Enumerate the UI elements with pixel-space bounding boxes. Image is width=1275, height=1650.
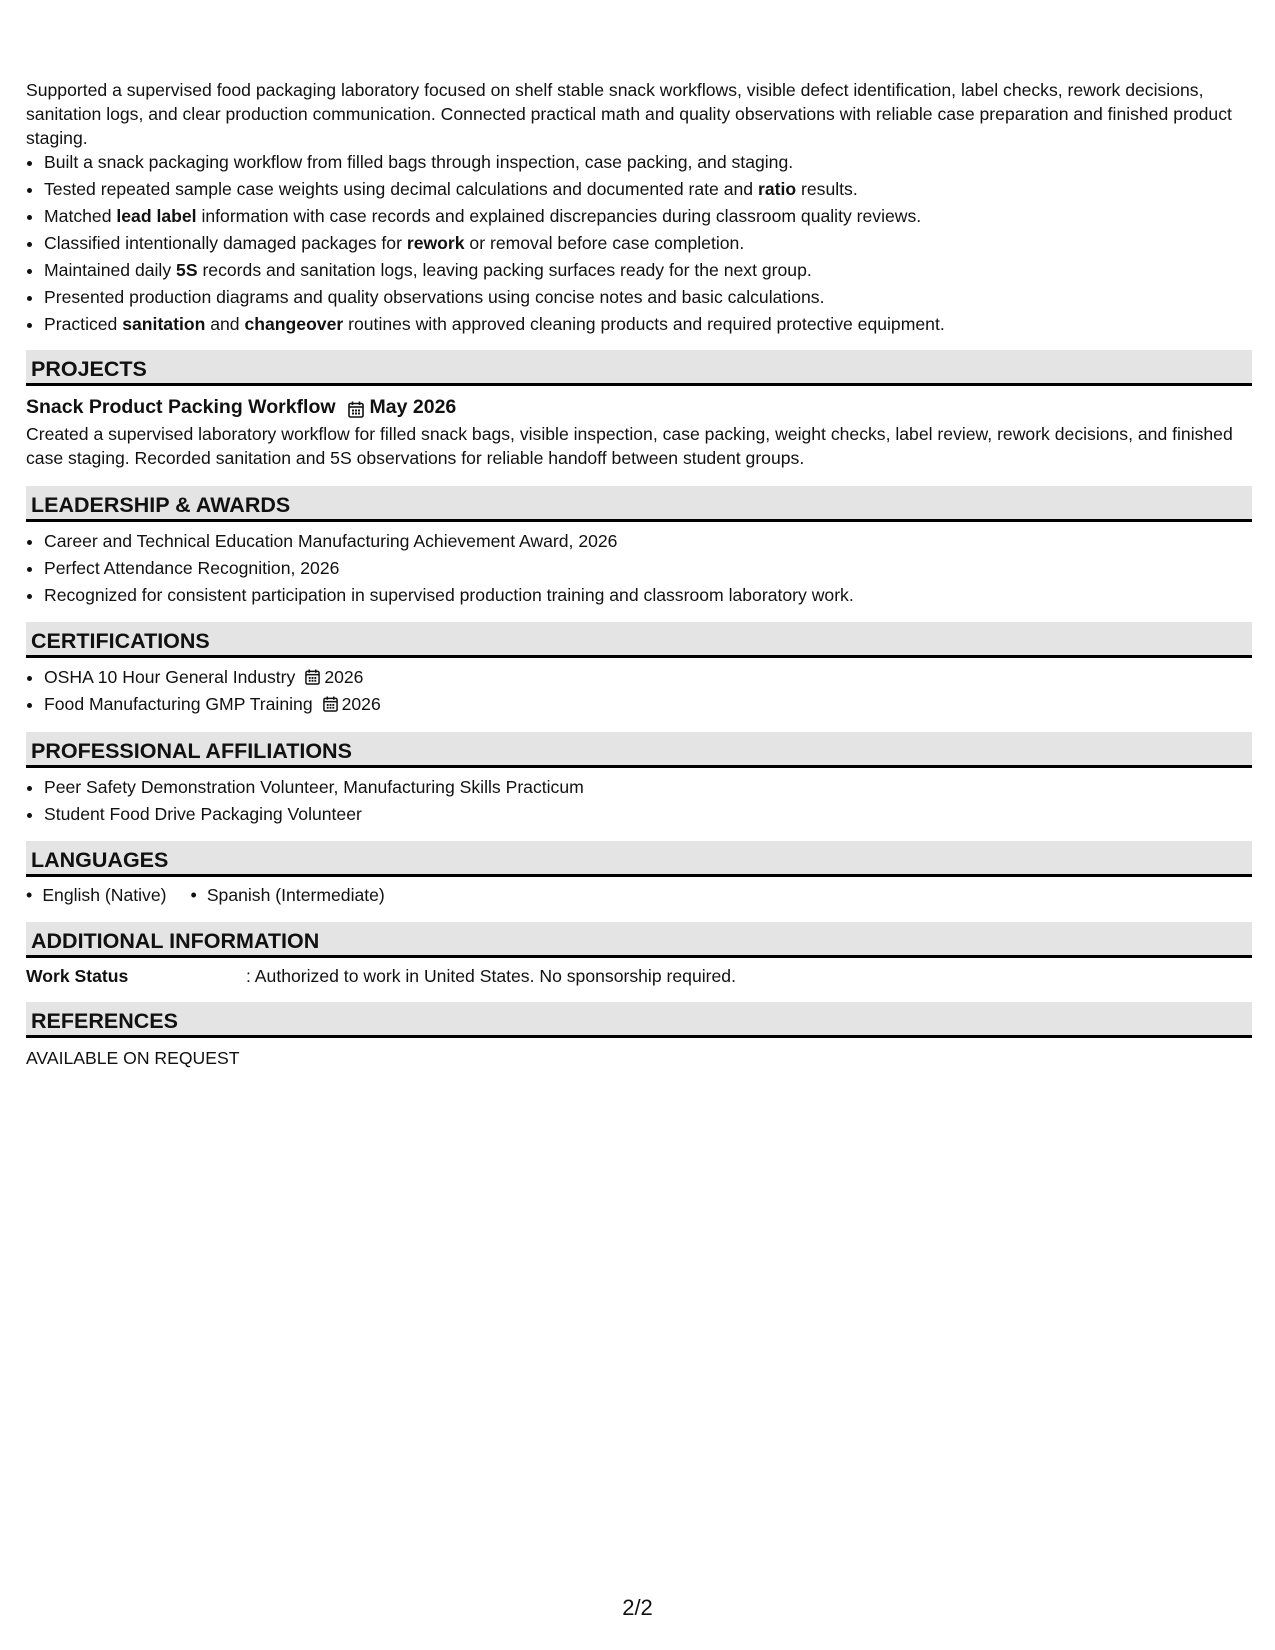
certification-name: OSHA 10 Hour General Industry xyxy=(44,667,296,687)
bullet-text: Maintained daily xyxy=(44,260,177,280)
affiliations-list xyxy=(26,775,1252,826)
bullet-text: routines with approved cleaning products and required protective equipment. xyxy=(343,314,945,334)
section-heading-leadership: LEADERSHIP & AWARDS xyxy=(26,486,1252,522)
project-description: Created a supervised laboratory workflow for filled snack bags, visible inspection, case packing, weight checks, label review, rework decisions, and finished case staging. Recorded sanitation and 5S observations for reliable handoff between student groups. xyxy=(26,424,1233,468)
page-number: 2/2 xyxy=(622,1595,653,1620)
section-heading-additional: ADDITIONAL INFORMATION xyxy=(26,922,1252,958)
experience-bullets xyxy=(26,150,1252,336)
leadership-item: • Perfect Attendance Recognition, 2026 xyxy=(44,556,1252,580)
section-heading-projects: PROJECTS xyxy=(26,350,1252,386)
section-heading-affiliations: PROFESSIONAL AFFILIATIONS xyxy=(26,732,1252,768)
leadership-item: • Career and Technical Education Manufacturing Achievement Award, 2026 xyxy=(44,529,1252,553)
experience-bullet xyxy=(44,150,1252,174)
bold-keyword: changeover xyxy=(244,314,344,334)
project-date: May 2026 xyxy=(369,396,457,418)
bullet-text: information with case records and explained discrepancies during classroom quality reviews. xyxy=(196,206,922,226)
work-status-value: : Authorized to work in United States. No sponsorship required. xyxy=(246,966,736,986)
references-text: AVAILABLE ON REQUEST xyxy=(26,1048,240,1068)
certification-year: 2026 xyxy=(324,667,364,687)
section-heading-certifications: CERTIFICATIONS xyxy=(26,622,1252,658)
language-item: • Spanish (Intermediate) xyxy=(191,883,385,907)
section-heading-references: REFERENCES xyxy=(26,1002,1252,1038)
bullet-text: Matched xyxy=(44,206,117,226)
languages-list xyxy=(26,883,1252,907)
bold-keyword: ratio xyxy=(757,179,797,199)
experience-bullet xyxy=(44,231,1252,255)
work-status-row xyxy=(26,964,1252,988)
affiliation-item: • Student Food Drive Packaging Volunteer xyxy=(44,802,1252,826)
project-title: Snack Product Packing Workflow xyxy=(26,396,336,418)
leadership-list xyxy=(26,529,1252,607)
bullet-text: Built a snack packaging workflow from filled bags through inspection, case packing, and staging. xyxy=(44,152,794,172)
calendar-icon xyxy=(348,399,364,416)
certification-item xyxy=(44,692,1252,716)
experience-bullet xyxy=(44,177,1252,201)
bold-keyword: 5S xyxy=(176,260,198,280)
bullet-text: Presented production diagrams and quality observations using concise notes and basic calculations. xyxy=(44,287,825,307)
bullet-text: and xyxy=(205,314,245,334)
resume-page xyxy=(26,78,1252,1070)
work-status-label: Work Status xyxy=(26,966,129,986)
calendar-icon xyxy=(323,694,338,710)
certification-item xyxy=(44,665,1252,689)
affiliation-item: • Peer Safety Demonstration Volunteer, Manufacturing Skills Practicum xyxy=(44,775,1252,799)
certification-name: Food Manufacturing GMP Training xyxy=(44,694,313,714)
section-heading-languages: LANGUAGES xyxy=(26,841,1252,877)
bullet-text: or removal before case completion. xyxy=(464,233,745,253)
certification-year: 2026 xyxy=(341,694,381,714)
bullet-text: Practiced xyxy=(44,314,123,334)
bullet-text: records and sanitation logs, leaving packing surfaces ready for the next group. xyxy=(197,260,812,280)
bold-keyword: sanitation xyxy=(122,314,206,334)
bullet-text: Tested repeated sample case weights using decimal calculations and documented rate and xyxy=(44,179,758,199)
bullet-text: results. xyxy=(796,179,858,199)
experience-bullet xyxy=(44,204,1252,228)
bold-keyword: rework xyxy=(406,233,465,253)
leadership-item: • Recognized for consistent participation in supervised production training and classroom laboratory work. xyxy=(44,583,1252,607)
experience-bullet xyxy=(44,312,1252,336)
experience-summary: Supported a supervised food packaging laboratory focused on shelf stable snack workflows, visible defect identification, label checks, rework decisions, sanitation logs, and clear production communication. Connected practical math and quality observations with reliable case preparation and finished product staging. xyxy=(26,80,1232,148)
project-title-row xyxy=(26,394,1252,420)
certifications-list xyxy=(26,665,1252,716)
bullet-text: Classified intentionally damaged packages for xyxy=(44,233,407,253)
experience-bullet xyxy=(44,258,1252,282)
bold-keyword: lead label xyxy=(116,206,197,226)
language-item: • English (Native) xyxy=(26,883,167,907)
experience-bullet xyxy=(44,285,1252,309)
calendar-icon xyxy=(305,667,320,683)
